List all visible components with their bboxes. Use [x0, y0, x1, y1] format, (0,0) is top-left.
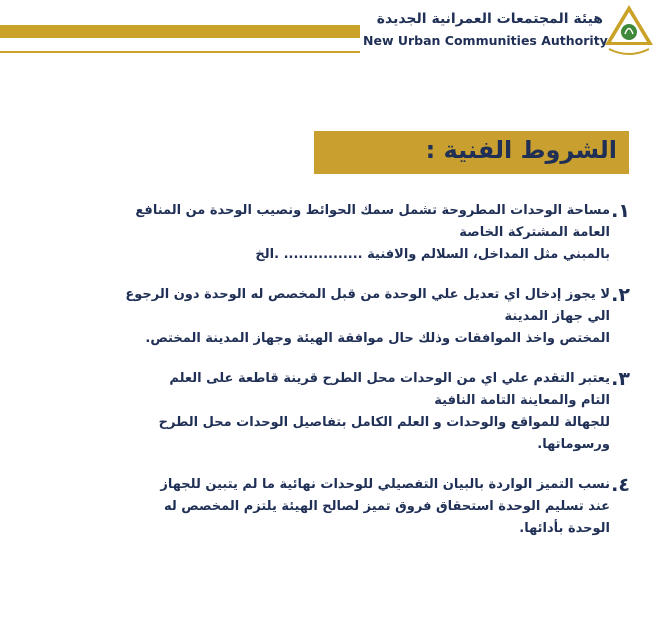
conditions-list	[60, 200, 628, 558]
item-line: الي جهاز المدينة	[504, 309, 610, 324]
item-line: الوحدة بأدائها.	[519, 521, 610, 536]
item-number: ١.	[611, 200, 630, 222]
list-item	[60, 284, 628, 350]
nuca-logo-icon	[603, 3, 655, 58]
item-line: لا يجوز إدخال اي تعديل علي الوحدة من قبل المخصص له الوحدة دون الرجوع	[125, 287, 610, 302]
item-number: ٤.	[611, 474, 630, 496]
org-name-arabic: هيئة المجتمعات العمرانية الجديدة	[376, 11, 603, 27]
item-line: العامة المشتركة الخاصة	[459, 225, 610, 240]
list-item	[60, 200, 628, 266]
header	[0, 0, 670, 70]
item-line: ورسوماتها.	[537, 437, 610, 452]
item-line: يعتبر التقدم علي اي من الوحدات محل الطرح قرينة قاطعة على العلم	[169, 371, 610, 386]
item-line: بالمبني مثل المداخل، السلالم والافنية ................ .الخ	[255, 247, 610, 262]
item-number: ٣.	[611, 368, 630, 390]
item-line: نسب التميز الواردة بالبيان التفصيلي للوحدات نهائية ما لم يتبين للجهاز	[160, 477, 610, 492]
item-number: ٢.	[611, 284, 630, 306]
list-item	[60, 368, 628, 456]
header-gold-bar	[0, 25, 360, 38]
org-name-english: New Urban Communities Authority	[363, 33, 608, 48]
item-line: المختص واخذ الموافقات وذلك حال موافقة الهيئة وجهاز المدينة المختص.	[145, 331, 610, 346]
header-divider	[0, 51, 360, 53]
item-line: للجهالة للمواقع والوحدات و العلم الكامل بتفاصيل الوحدات محل الطرح	[158, 415, 610, 430]
section-title-box	[314, 131, 629, 174]
item-line: مساحة الوحدات المطروحة تشمل سمك الحوائط ونصيب الوحدة من المنافع	[135, 203, 610, 218]
list-item	[60, 474, 628, 540]
item-line: التام والمعاينة التامة النافية	[434, 393, 610, 408]
item-line: عند تسليم الوحدة استحقاق فروق تميز لصالح الهيئة يلتزم المخصص له	[163, 499, 610, 514]
section-title: الشروط الفنية :	[425, 136, 617, 164]
